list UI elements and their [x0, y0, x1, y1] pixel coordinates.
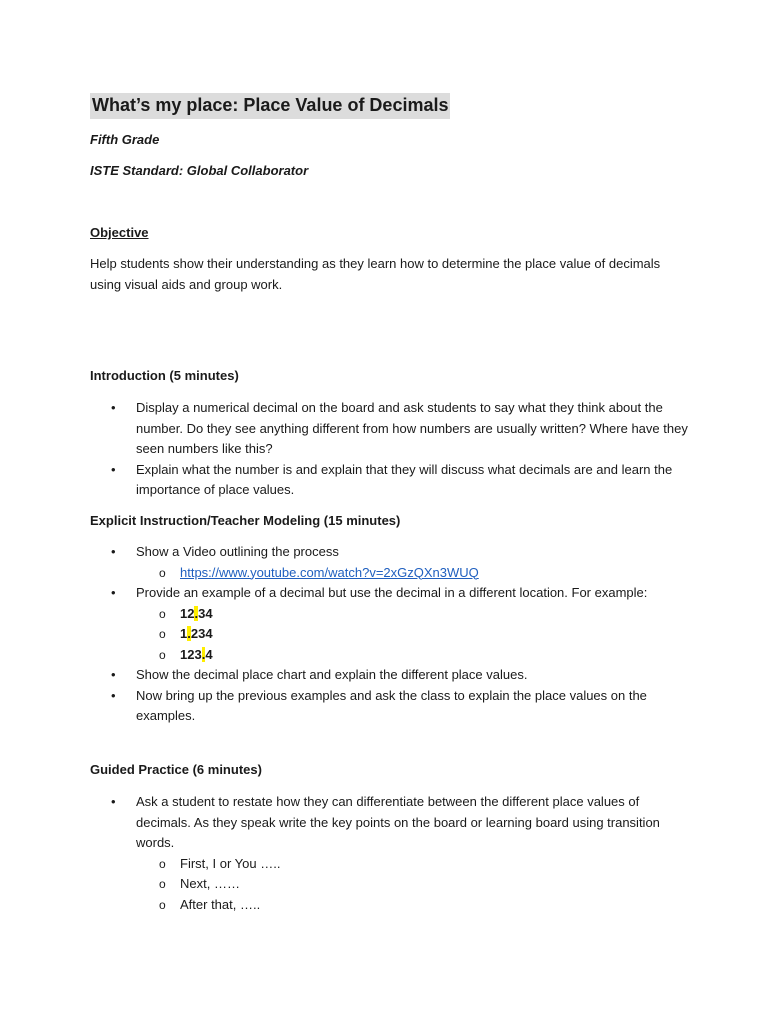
- example-item: [90, 624, 690, 645]
- iste-standard: ISTE Standard: Global Collaborator: [90, 163, 309, 178]
- sub-list-item: [90, 563, 690, 584]
- list-item-text: Display a numerical decimal on the board and ask students to say what they think about the number. Do they see anything different from how numbers are usually written? Where have they seen numbers like this?: [136, 400, 688, 456]
- youtube-link[interactable]: https://www.youtube.com/watch?v=2xGzQXn3WUQ: [180, 564, 479, 580]
- explicit-list: [90, 542, 690, 727]
- example-digits: 4: [205, 646, 213, 662]
- sub-bullet-icon: o: [159, 877, 166, 891]
- guided-heading: Guided Practice (6 minutes): [90, 762, 262, 777]
- bullet-icon: •: [111, 400, 116, 415]
- list-item: [90, 542, 690, 563]
- sub-bullet-icon: o: [159, 647, 166, 662]
- sub-bullet-icon: o: [159, 627, 166, 641]
- list-item-text: Ask a student to restate how they can differentiate between the different place values of decimals. As they speak write the key points on the board or learning board using transition words.: [136, 794, 660, 850]
- list-item: [90, 398, 690, 460]
- bullet-icon: •: [111, 687, 116, 703]
- sub-list-item-text: Next, ……: [180, 876, 240, 891]
- sub-bullet-icon: o: [159, 897, 166, 912]
- bullet-icon: •: [111, 667, 116, 682]
- objective-text: Help students show their understanding as they learn how to determine the place value of decimals using visual aids and group work.: [90, 256, 661, 292]
- list-item: [90, 792, 690, 854]
- list-item-text: Show a Video outlining the process: [136, 544, 339, 559]
- introduction-heading: Introduction (5 minutes): [90, 368, 239, 383]
- list-item-text: Show the decimal place chart and explain the different place values.: [136, 667, 528, 682]
- example-digits: 34: [198, 605, 213, 621]
- example-digits: 123: [180, 646, 202, 662]
- list-item: [90, 686, 690, 727]
- introduction-list: [90, 398, 690, 501]
- guided-list: [90, 792, 690, 915]
- highlighted-decimal-point: .: [201, 646, 206, 662]
- bullet-icon: •: [111, 544, 116, 559]
- sub-list-item-text: After that, …..: [180, 896, 261, 912]
- highlighted-decimal-point: .: [194, 605, 199, 621]
- sub-bullet-icon: o: [159, 606, 166, 621]
- example-item: [90, 645, 690, 666]
- list-item: [90, 460, 690, 501]
- sub-list-item-text: First, I or You …..: [180, 855, 281, 871]
- sub-bullet-icon: o: [159, 565, 166, 580]
- sub-list-item: [90, 874, 690, 895]
- bullet-icon: •: [111, 794, 116, 809]
- list-item: [90, 665, 690, 686]
- example-digits: 234: [190, 626, 213, 641]
- example-digits: 12: [180, 605, 195, 621]
- list-item-text: Now bring up the previous examples and ask the class to explain the place values on the examples.: [136, 687, 647, 723]
- explicit-heading: Explicit Instruction/Teacher Modeling (15 minutes): [90, 513, 401, 528]
- sub-list-item: [90, 854, 690, 875]
- example-item: [90, 604, 690, 625]
- sub-list-item: [90, 895, 690, 916]
- highlighted-decimal-point: .: [187, 626, 191, 641]
- grade-label: Fifth Grade: [90, 132, 160, 147]
- sub-bullet-icon: o: [159, 856, 166, 871]
- list-item-text: Explain what the number is and explain that they will discuss what decimals are and learn the importance of place values.: [136, 461, 673, 497]
- example-digits: 1: [180, 626, 188, 641]
- bullet-icon: •: [111, 461, 116, 477]
- list-item: [90, 583, 690, 604]
- bullet-icon: •: [111, 585, 116, 600]
- objective-heading: Objective: [90, 225, 149, 240]
- page-title: What’s my place: Place Value of Decimals: [90, 93, 450, 119]
- list-item-text: Provide an example of a decimal but use the decimal in a different location. For example:: [136, 585, 648, 600]
